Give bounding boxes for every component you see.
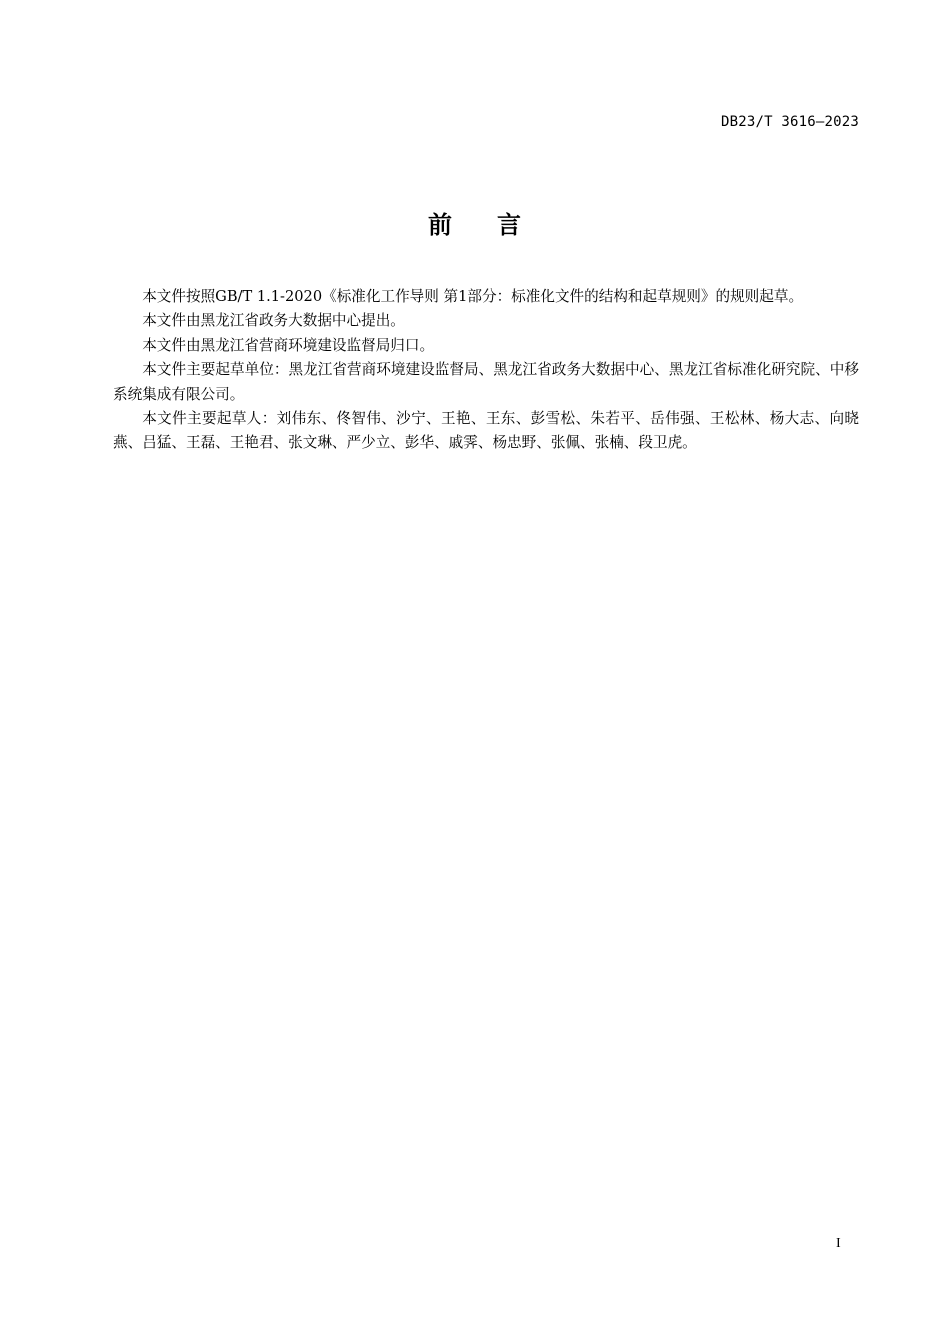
page-title-char-2: 言 bbox=[497, 211, 522, 239]
paragraph-centralized-by: 本文件由黑龙江省营商环境建设监督局归口。 bbox=[142, 336, 435, 354]
paragraph-drafters: 本文件主要起草人：刘伟东、佟智伟、沙宁、王艳、王东、彭雪松、朱若平、岳伟强、王松林、杨大志、向晓燕、吕猛、王磊、王艳君、张文琳、严少立、彭华、戚霁、杨忠野、张佩、张楠、段卫虎。 bbox=[113, 410, 859, 452]
page-title bbox=[0, 205, 950, 240]
document-number: DB23/T 3616—2023 bbox=[720, 114, 859, 130]
page-number: I bbox=[836, 1236, 841, 1251]
foreword-body bbox=[113, 285, 859, 456]
paragraph-drafting-units: 本文件主要起草单位：黑龙江省营商环境建设监督局、黑龙江省政务大数据中心、黑龙江省标准化研究院、中移系统集成有限公司。 bbox=[113, 361, 859, 403]
paragraph-proposed-by: 本文件由黑龙江省政务大数据中心提出。 bbox=[142, 312, 405, 330]
page-title-char-1: 前 bbox=[428, 211, 453, 239]
paragraph-drafting-rules: 本文件按照GB/T 1.1-2020《标准化工作导则 第1部分：标准化文件的结构和起草规则》的规则起草。 bbox=[142, 288, 804, 305]
